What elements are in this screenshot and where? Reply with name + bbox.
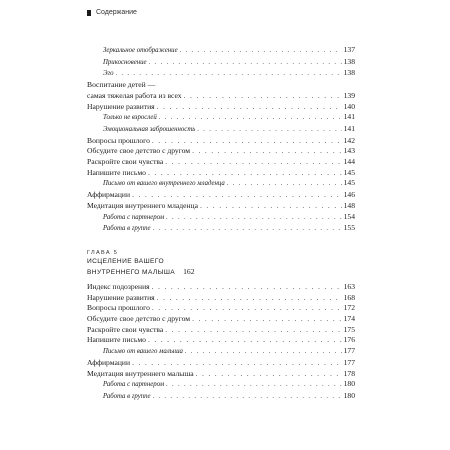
toc-entry-title: Работа с партнером — [103, 213, 165, 221]
dot-leader — [132, 190, 342, 201]
toc-entry-title: самая тяжелая работа из всех — [87, 90, 182, 100]
toc-entry-page: 146 — [343, 190, 355, 200]
dot-leader — [197, 125, 341, 136]
dot-leader — [184, 91, 342, 102]
toc-entry-title: Работа в группе — [103, 225, 151, 233]
toc-entry-title: Раскройте свои чувства — [87, 324, 164, 334]
dot-leader — [149, 58, 342, 69]
toc-entry-title: Вопросы прошлого — [87, 135, 150, 145]
dot-leader — [152, 136, 342, 147]
toc-subentry[interactable] — [87, 346, 355, 358]
toc-entry[interactable] — [87, 190, 355, 201]
dot-leader — [153, 392, 342, 403]
toc-entry[interactable] — [87, 136, 355, 147]
dot-leader — [153, 224, 342, 235]
toc-subentry[interactable] — [87, 57, 355, 69]
dot-leader — [185, 347, 342, 358]
toc-entry-title: Обсудите свое детство с другом — [87, 146, 191, 156]
toc-entry-page: 142 — [343, 135, 355, 145]
toc-entry[interactable] — [87, 369, 355, 380]
toc-entry-page: 180 — [343, 390, 355, 400]
toc-entry-title: Эго — [103, 70, 114, 78]
toc-section-one — [87, 45, 355, 235]
toc-entry-page: 155 — [343, 223, 355, 233]
dot-leader — [152, 303, 342, 314]
toc-subentry[interactable] — [87, 178, 355, 190]
dot-leader — [157, 293, 342, 304]
toc-entry-title: Нарушение развития — [87, 101, 155, 111]
dot-leader — [192, 146, 342, 157]
toc-entry[interactable] — [87, 293, 355, 304]
toc-entry-title: Письмо от вашего малыша — [103, 348, 183, 356]
dot-leader — [166, 380, 342, 391]
chapter-label: ГЛАВА 5 — [87, 249, 119, 256]
toc-entry-title: Раскройте свои чувства — [87, 157, 164, 167]
dot-leader — [165, 325, 341, 336]
dot-leader — [227, 179, 342, 190]
toc-entry-page: 176 — [343, 335, 355, 345]
toc-subentry[interactable] — [87, 124, 355, 136]
toc-entry-title: Работа с партнером — [103, 381, 165, 389]
toc-subentry[interactable] — [87, 223, 355, 235]
toc-entry-page: 137 — [343, 45, 355, 54]
dot-leader — [192, 314, 342, 325]
toc-entry[interactable] — [87, 358, 355, 369]
dot-leader — [196, 369, 342, 380]
chapter-title-line1: ИСЦЕЛЕНИЕ ВАШЕГО — [87, 257, 164, 265]
toc-entry-page: 175 — [343, 324, 355, 334]
dot-leader — [116, 69, 342, 80]
toc-entry-page: 145 — [343, 178, 355, 188]
running-header — [87, 9, 137, 16]
chapter-page: 162 — [183, 266, 195, 276]
toc-entry-page: 140 — [343, 101, 355, 111]
toc-content — [87, 45, 355, 403]
toc-subentry[interactable] — [87, 379, 355, 391]
dot-leader — [166, 213, 342, 224]
toc-entry[interactable] — [87, 282, 355, 293]
toc-entry-title-line1: Воспитание детей — — [87, 80, 156, 90]
toc-entry-title: Вопросы прошлого — [87, 303, 150, 313]
toc-subentry[interactable] — [87, 45, 355, 57]
dot-leader — [132, 358, 342, 369]
toc-subentry[interactable] — [87, 68, 355, 80]
toc-entry-title: Работа в группе — [103, 392, 151, 400]
dot-leader — [165, 157, 341, 168]
toc-entry-title: Медитация внутреннего малыша — [87, 368, 194, 378]
dot-leader — [148, 168, 342, 179]
toc-entry[interactable] — [87, 168, 355, 179]
toc-entry-title: Медитация внутреннего младенца — [87, 200, 198, 210]
toc-entry-page: 172 — [343, 303, 355, 313]
bookmark-icon — [87, 10, 91, 16]
toc-entry-page: 178 — [343, 368, 355, 378]
dot-leader — [200, 201, 342, 212]
toc-section-two — [87, 282, 355, 403]
toc-entry-page: 145 — [343, 167, 355, 177]
toc-entry-title: Нарушение развития — [87, 292, 155, 302]
toc-entry-page: 141 — [343, 123, 355, 133]
toc-entry[interactable] — [87, 91, 355, 102]
toc-entry-page: 138 — [343, 68, 355, 78]
toc-entry-page: 141 — [343, 112, 355, 122]
toc-entry-title: Только не взрослей — [103, 114, 157, 122]
toc-entry-page: 143 — [343, 146, 355, 156]
toc-entry-page: 154 — [343, 211, 355, 221]
toc-entry[interactable] — [87, 157, 355, 168]
toc-entry-title: Напишите письмо — [87, 335, 146, 345]
toc-entry[interactable] — [87, 325, 355, 336]
chapter-title-line2 — [87, 267, 355, 278]
toc-entry-title: Зеркальное отображение — [103, 47, 178, 54]
toc-subentry[interactable] — [87, 212, 355, 224]
toc-entry-title: Аффирмации — [87, 190, 131, 200]
dot-leader — [180, 46, 342, 57]
toc-entry-page: 177 — [343, 346, 355, 356]
toc-subentry[interactable] — [87, 391, 355, 403]
dot-leader — [152, 282, 342, 293]
toc-entry[interactable] — [87, 335, 355, 346]
toc-entry-title: Письмо от вашего внутреннего младенца — [103, 180, 225, 188]
toc-entry-title: Прикосновение — [103, 58, 147, 66]
toc-entry-title: Эмоциональная заброшенность — [103, 125, 196, 133]
chapter-title-text: ВНУТРЕННЕГО МАЛЫША — [87, 268, 176, 276]
dot-leader — [159, 113, 342, 124]
toc-entry-page: 163 — [343, 281, 355, 291]
dot-leader — [157, 102, 342, 113]
toc-entry[interactable] — [87, 146, 355, 157]
toc-entry-page: 168 — [343, 292, 355, 302]
toc-entry-page: 148 — [343, 200, 355, 210]
toc-entry[interactable] — [87, 102, 355, 113]
running-header-title: Содержание — [96, 9, 137, 16]
toc-entry-page: 139 — [343, 90, 355, 100]
dot-leader — [148, 335, 342, 346]
toc-entry-page: 180 — [343, 379, 355, 389]
toc-entry[interactable] — [87, 303, 355, 314]
toc-entry-title: Индекс подозрения — [87, 281, 150, 291]
toc-entry-page: 144 — [343, 157, 355, 167]
toc-entry-title: Обсудите свое детство с другом — [87, 314, 191, 324]
toc-entry-title: Напишите письмо — [87, 167, 146, 177]
toc-entry-page: 177 — [343, 357, 355, 367]
toc-subentry[interactable] — [87, 112, 355, 124]
toc-entry-page: 174 — [343, 314, 355, 324]
toc-entry[interactable] — [87, 201, 355, 212]
toc-entry-page: 138 — [343, 56, 355, 66]
toc-entry[interactable] — [87, 314, 355, 325]
toc-entry-title: Аффирмации — [87, 357, 131, 367]
